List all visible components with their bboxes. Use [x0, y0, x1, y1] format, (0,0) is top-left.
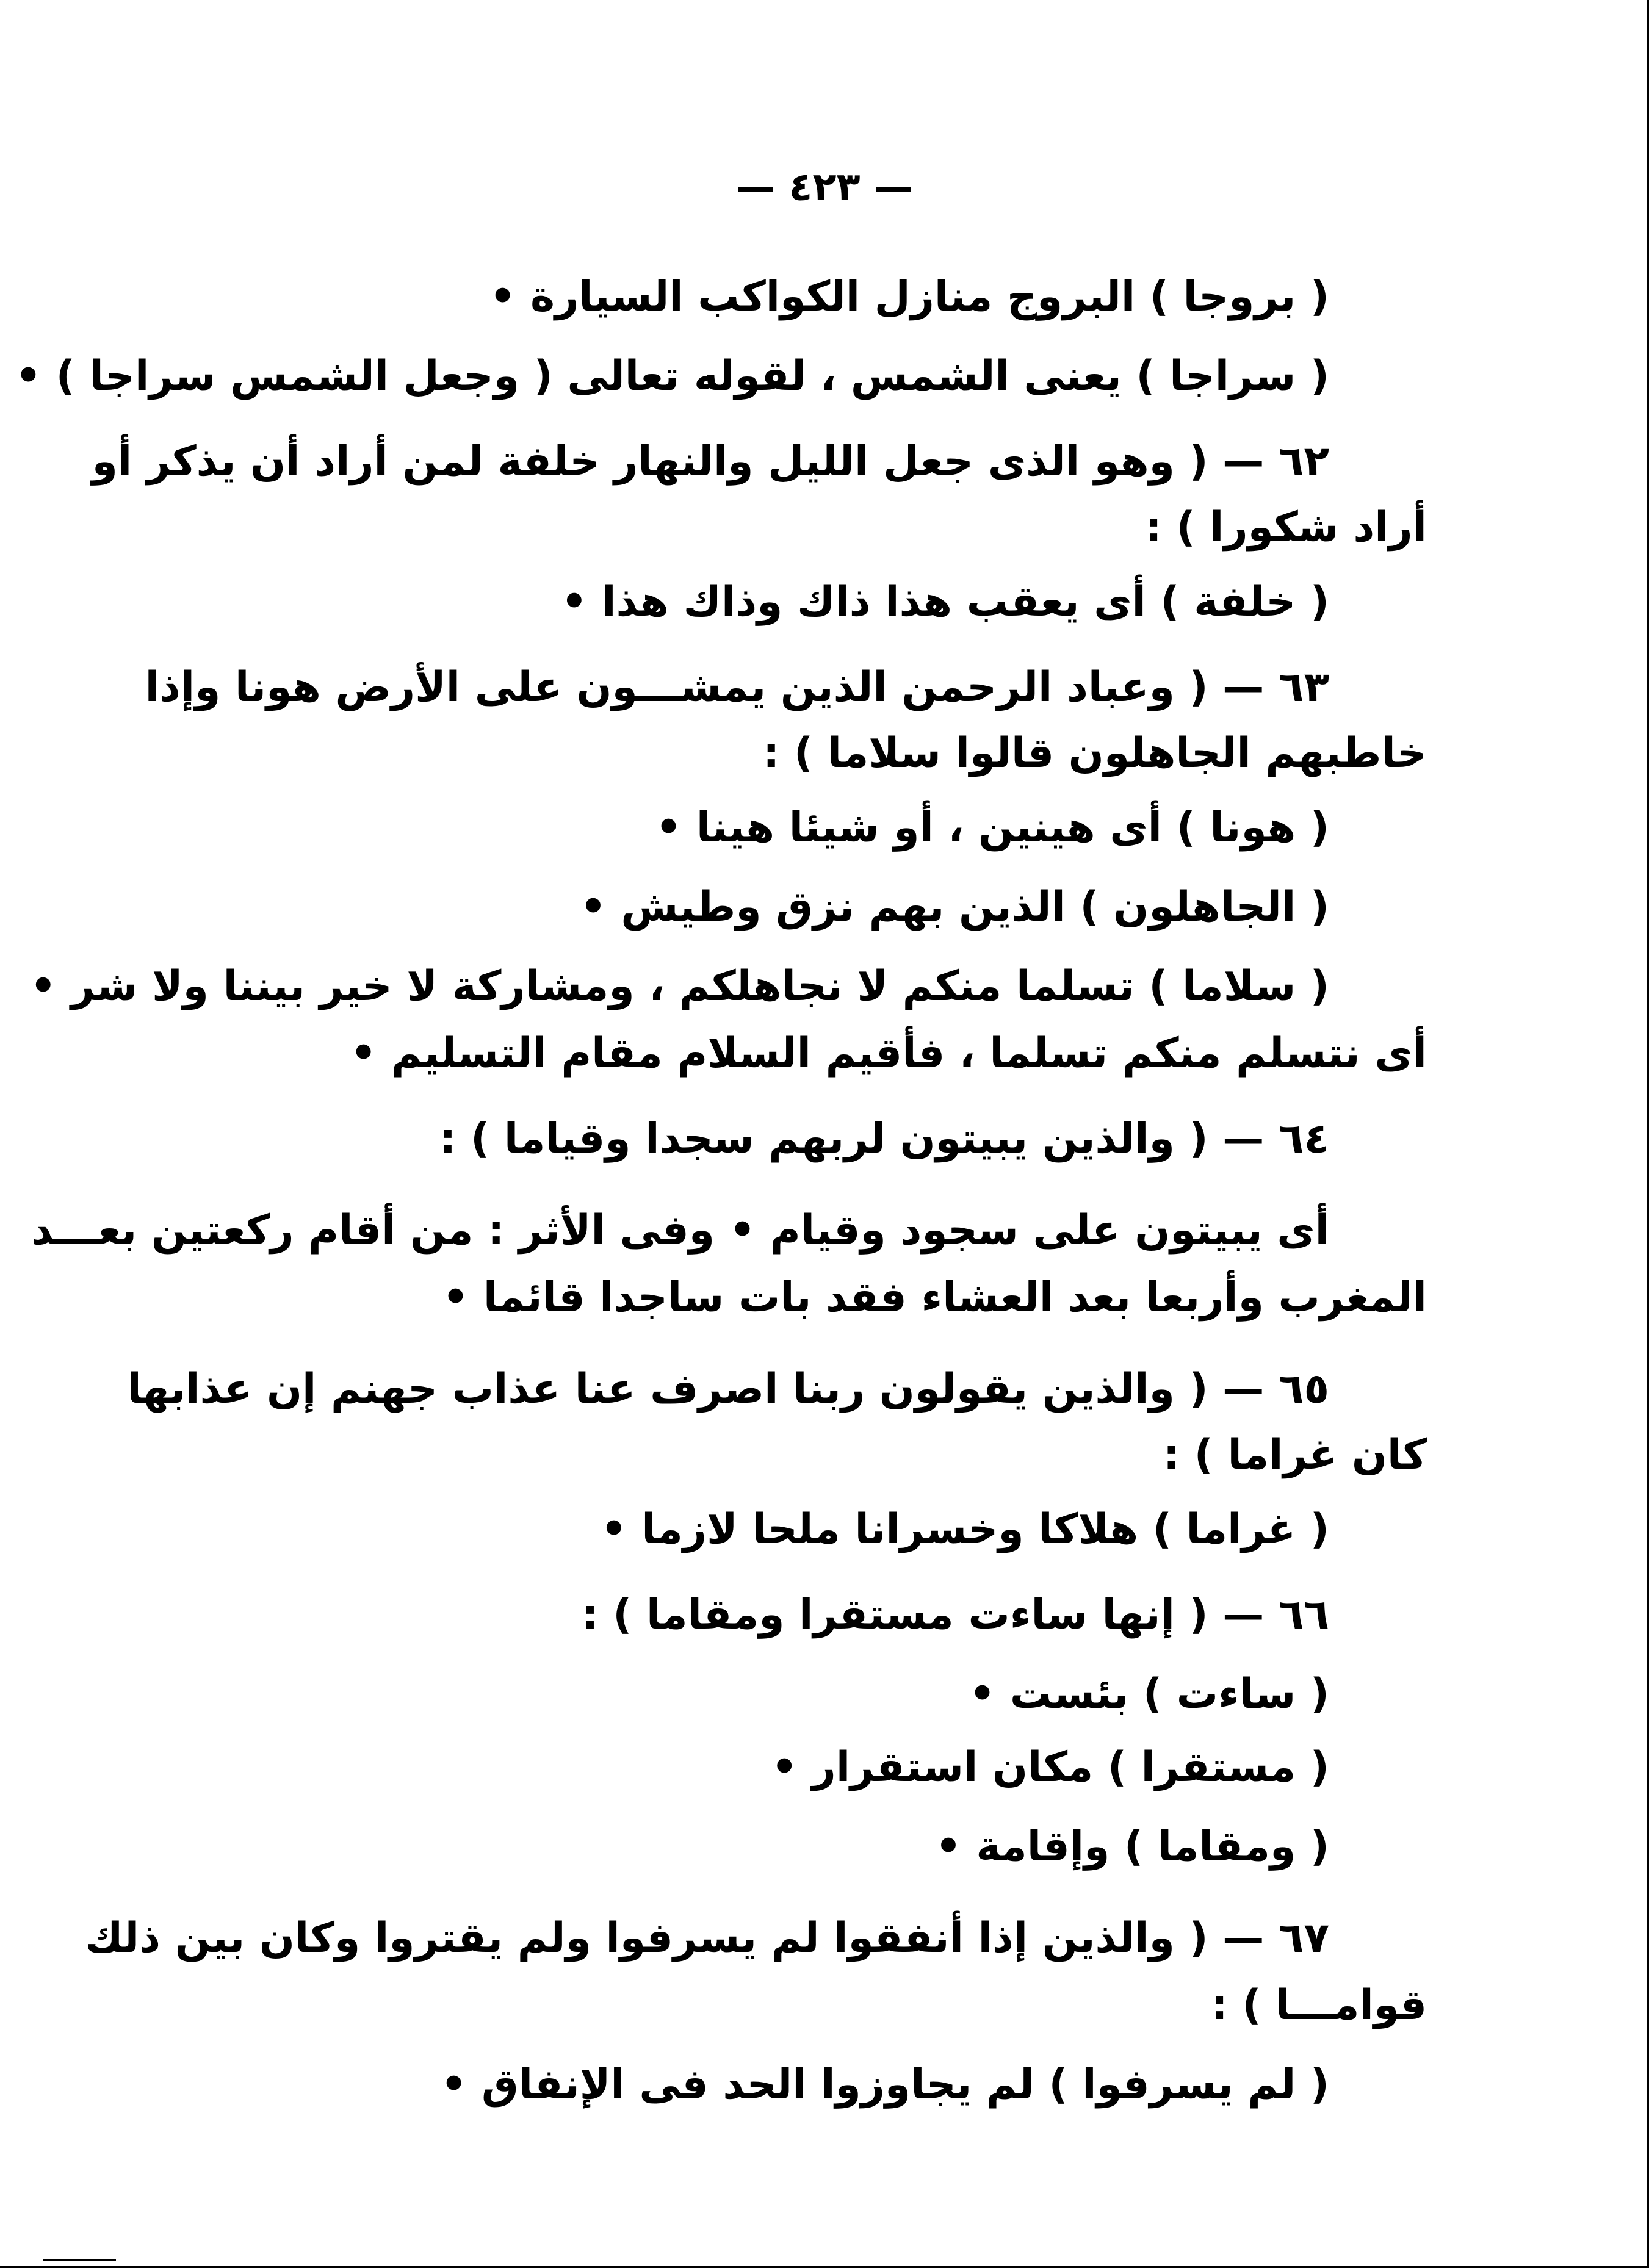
text-line: ( سلاما ) تسلما منكم لا نجاهلكم ، ومشاركة لا خير بيننا ولا شر • — [30, 962, 1329, 1010]
text-line: ٦٦ — ( إنها ساءت مستقرا ومقاما ) : — [582, 1591, 1329, 1639]
text-line: ( غراما ) هلاكا وخسرانا ملحا لازما • — [601, 1505, 1329, 1553]
text-line: أى يبيتون على سجود وقيام • وفى الأثر : من أقام ركعتين بعـــد — [31, 1206, 1329, 1255]
text-line: قوامـــا ) : — [1211, 1981, 1427, 2029]
text-line: ٦٣ — ( وعباد الرحمن الذين يمشـــون على الأرض هونا وإذا — [145, 663, 1329, 711]
text-line: ٦٢ — ( وهو الذى جعل الليل والنهار خلفة لمن أراد أن يذكر أو — [92, 437, 1329, 486]
text-line: ٦٧ — ( والذين إذا أنفقوا لم يسرفوا ولم يقتروا وكان بين ذلك — [85, 1914, 1329, 1962]
text-line: كان غراما ) : — [1163, 1431, 1427, 1479]
text-line: ( بروجا ) البروج منازل الكواكب السيارة • — [489, 273, 1329, 321]
page-number: — ٤٢٣ — — [736, 165, 913, 210]
text-line: ٦٤ — ( والذين يبيتون لربهم سجدا وقياما ) : — [439, 1115, 1329, 1163]
text-line: أى نتسلم منكم تسلما ، فأقيم السلام مقام التسليم • — [350, 1029, 1427, 1078]
body-text — [15, 0, 1427, 2268]
text-line: خاطبهم الجاهلون قالوا سلاما ) : — [763, 729, 1427, 777]
text-line: ( الجاهلون ) الذين بهم نزق وطيش • — [580, 883, 1329, 931]
text-line: ( لم يسرفوا ) لم يجاوزوا الحد فى الإنفاق • — [440, 2061, 1329, 2109]
scan-mark — [43, 2259, 116, 2261]
text-line: ( خلفة ) أى يعقب هذا ذاك وذاك هذا • — [561, 578, 1329, 626]
text-line: ( ساءت ) بئست • — [969, 1670, 1329, 1718]
text-line: ٦٥ — ( والذين يقولون ربنا اصرف عنا عذاب جهنم إن عذابها — [127, 1365, 1329, 1413]
text-line: ( سراجا ) يعنى الشمس ، لقوله تعالى ( وجعل الشمس سراجا ) • — [15, 352, 1329, 400]
text-line: المغرب وأربعا بعد العشاء فقد بات ساجدا قائما • — [442, 1273, 1427, 1322]
text-line: ( ومقاما ) وإقامة • — [935, 1823, 1329, 1871]
text-line: أراد شكورا ) : — [1145, 503, 1427, 552]
text-line: ( مستقرا ) مكان استقرار • — [771, 1743, 1329, 1791]
text-line: ( هونا ) أى هينين ، أو شيئا هينا • — [655, 804, 1329, 852]
